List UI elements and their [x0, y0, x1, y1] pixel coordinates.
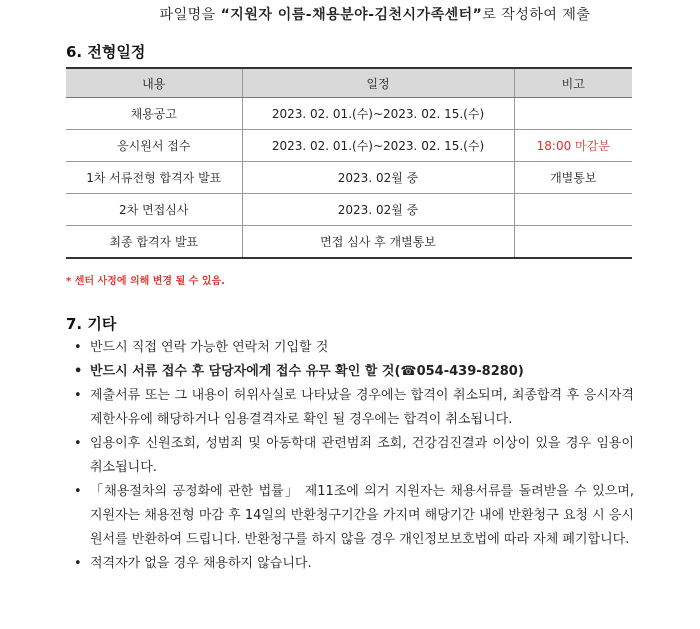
header-remark: 비고	[514, 68, 632, 98]
table-row	[66, 162, 632, 194]
section-7-title: 7. 기타	[66, 315, 117, 333]
list-item-text: 임용이후 신원조회, 성범죄 및 아동학대 관련범죄 조회, 건강검진결과 이상이 있을 경우 임용이 취소됩니다.	[90, 436, 634, 475]
row-remark: 개별통보	[514, 162, 632, 194]
table-row	[66, 226, 632, 259]
filename-prefix: 파일명을	[159, 7, 221, 23]
filename-format: “지원자 이름-채용분야-김천시가족센터”	[220, 7, 483, 23]
bullet-icon: •	[74, 556, 82, 571]
filename-suffix: 로 작성하여 제출	[482, 7, 591, 23]
row-content: 1차 서류전형 합격자 발표	[66, 162, 242, 194]
row-schedule: 2023. 02월 중	[242, 194, 514, 226]
list-item-text: 「채용절차의 공정화에 관한 법률」 제11조에 의거 지원자는 채용서류를 돌려받을 수 있으며, 지원자는 채용전형 마감 후 14일의 반환청구기간을 가지며 해당기간 내에 반환청구 요청 시 응시원서를 반환하여 드립니다. 반환청구를 하지 않을 경우 개인정보보호법에 따라 자체 폐기합니다.	[90, 484, 634, 547]
list-item	[74, 552, 634, 576]
header-schedule: 일정	[242, 68, 514, 98]
bullet-icon: •	[74, 484, 82, 499]
row-schedule: 면접 심사 후 개별통보	[242, 226, 514, 259]
table-row	[66, 130, 632, 162]
schedule-change-note: * 센터 사정에 의해 변경 될 수 있음.	[66, 276, 225, 287]
other-notes-list	[74, 336, 634, 576]
bullet-icon: •	[74, 340, 82, 355]
row-remark	[514, 98, 632, 130]
filename-instruction	[0, 4, 700, 24]
row-schedule: 2023. 02. 01.(수)~2023. 02. 15.(수)	[242, 98, 514, 130]
header-content: 내용	[66, 68, 242, 98]
table-row	[66, 98, 632, 130]
row-content: 채용공고	[66, 98, 242, 130]
bullet-icon: •	[74, 436, 82, 451]
row-remark	[514, 194, 632, 226]
list-item-text: 적격자가 없을 경우 채용하지 않습니다.	[90, 556, 312, 571]
bullet-icon: •	[74, 388, 82, 403]
schedule-table	[66, 67, 632, 259]
list-item	[74, 432, 634, 480]
list-item	[74, 336, 634, 360]
row-schedule: 2023. 02. 01.(수)~2023. 02. 15.(수)	[242, 130, 514, 162]
row-content: 응시원서 접수	[66, 130, 242, 162]
bullet-icon: •	[74, 364, 83, 379]
row-content: 최종 합격자 발표	[66, 226, 242, 259]
table-row	[66, 194, 632, 226]
list-item	[74, 360, 634, 384]
section-6-title: 6. 전형일정	[66, 43, 146, 61]
row-schedule: 2023. 02월 중	[242, 162, 514, 194]
row-content: 2차 면접심사	[66, 194, 242, 226]
list-item-text: 반드시 직접 연락 가능한 연락처 기입할 것	[90, 340, 329, 355]
table-header-row	[66, 68, 632, 98]
list-item	[74, 480, 634, 552]
row-remark: 18:00 마감분	[514, 130, 632, 162]
row-remark	[514, 226, 632, 259]
list-item	[74, 384, 634, 432]
list-item-text: 반드시 서류 접수 후 담당자에게 접수 유무 확인 할 것(☎054-439-8280)	[90, 364, 524, 379]
list-item-text: 제출서류 또는 그 내용이 허위사실로 나타났을 경우에는 합격이 취소되며, 최종합격 후 응시자격 제한사유에 해당하거나 임용결격자로 확인 될 경우에는 합격이 취소됩니다.	[90, 388, 634, 427]
